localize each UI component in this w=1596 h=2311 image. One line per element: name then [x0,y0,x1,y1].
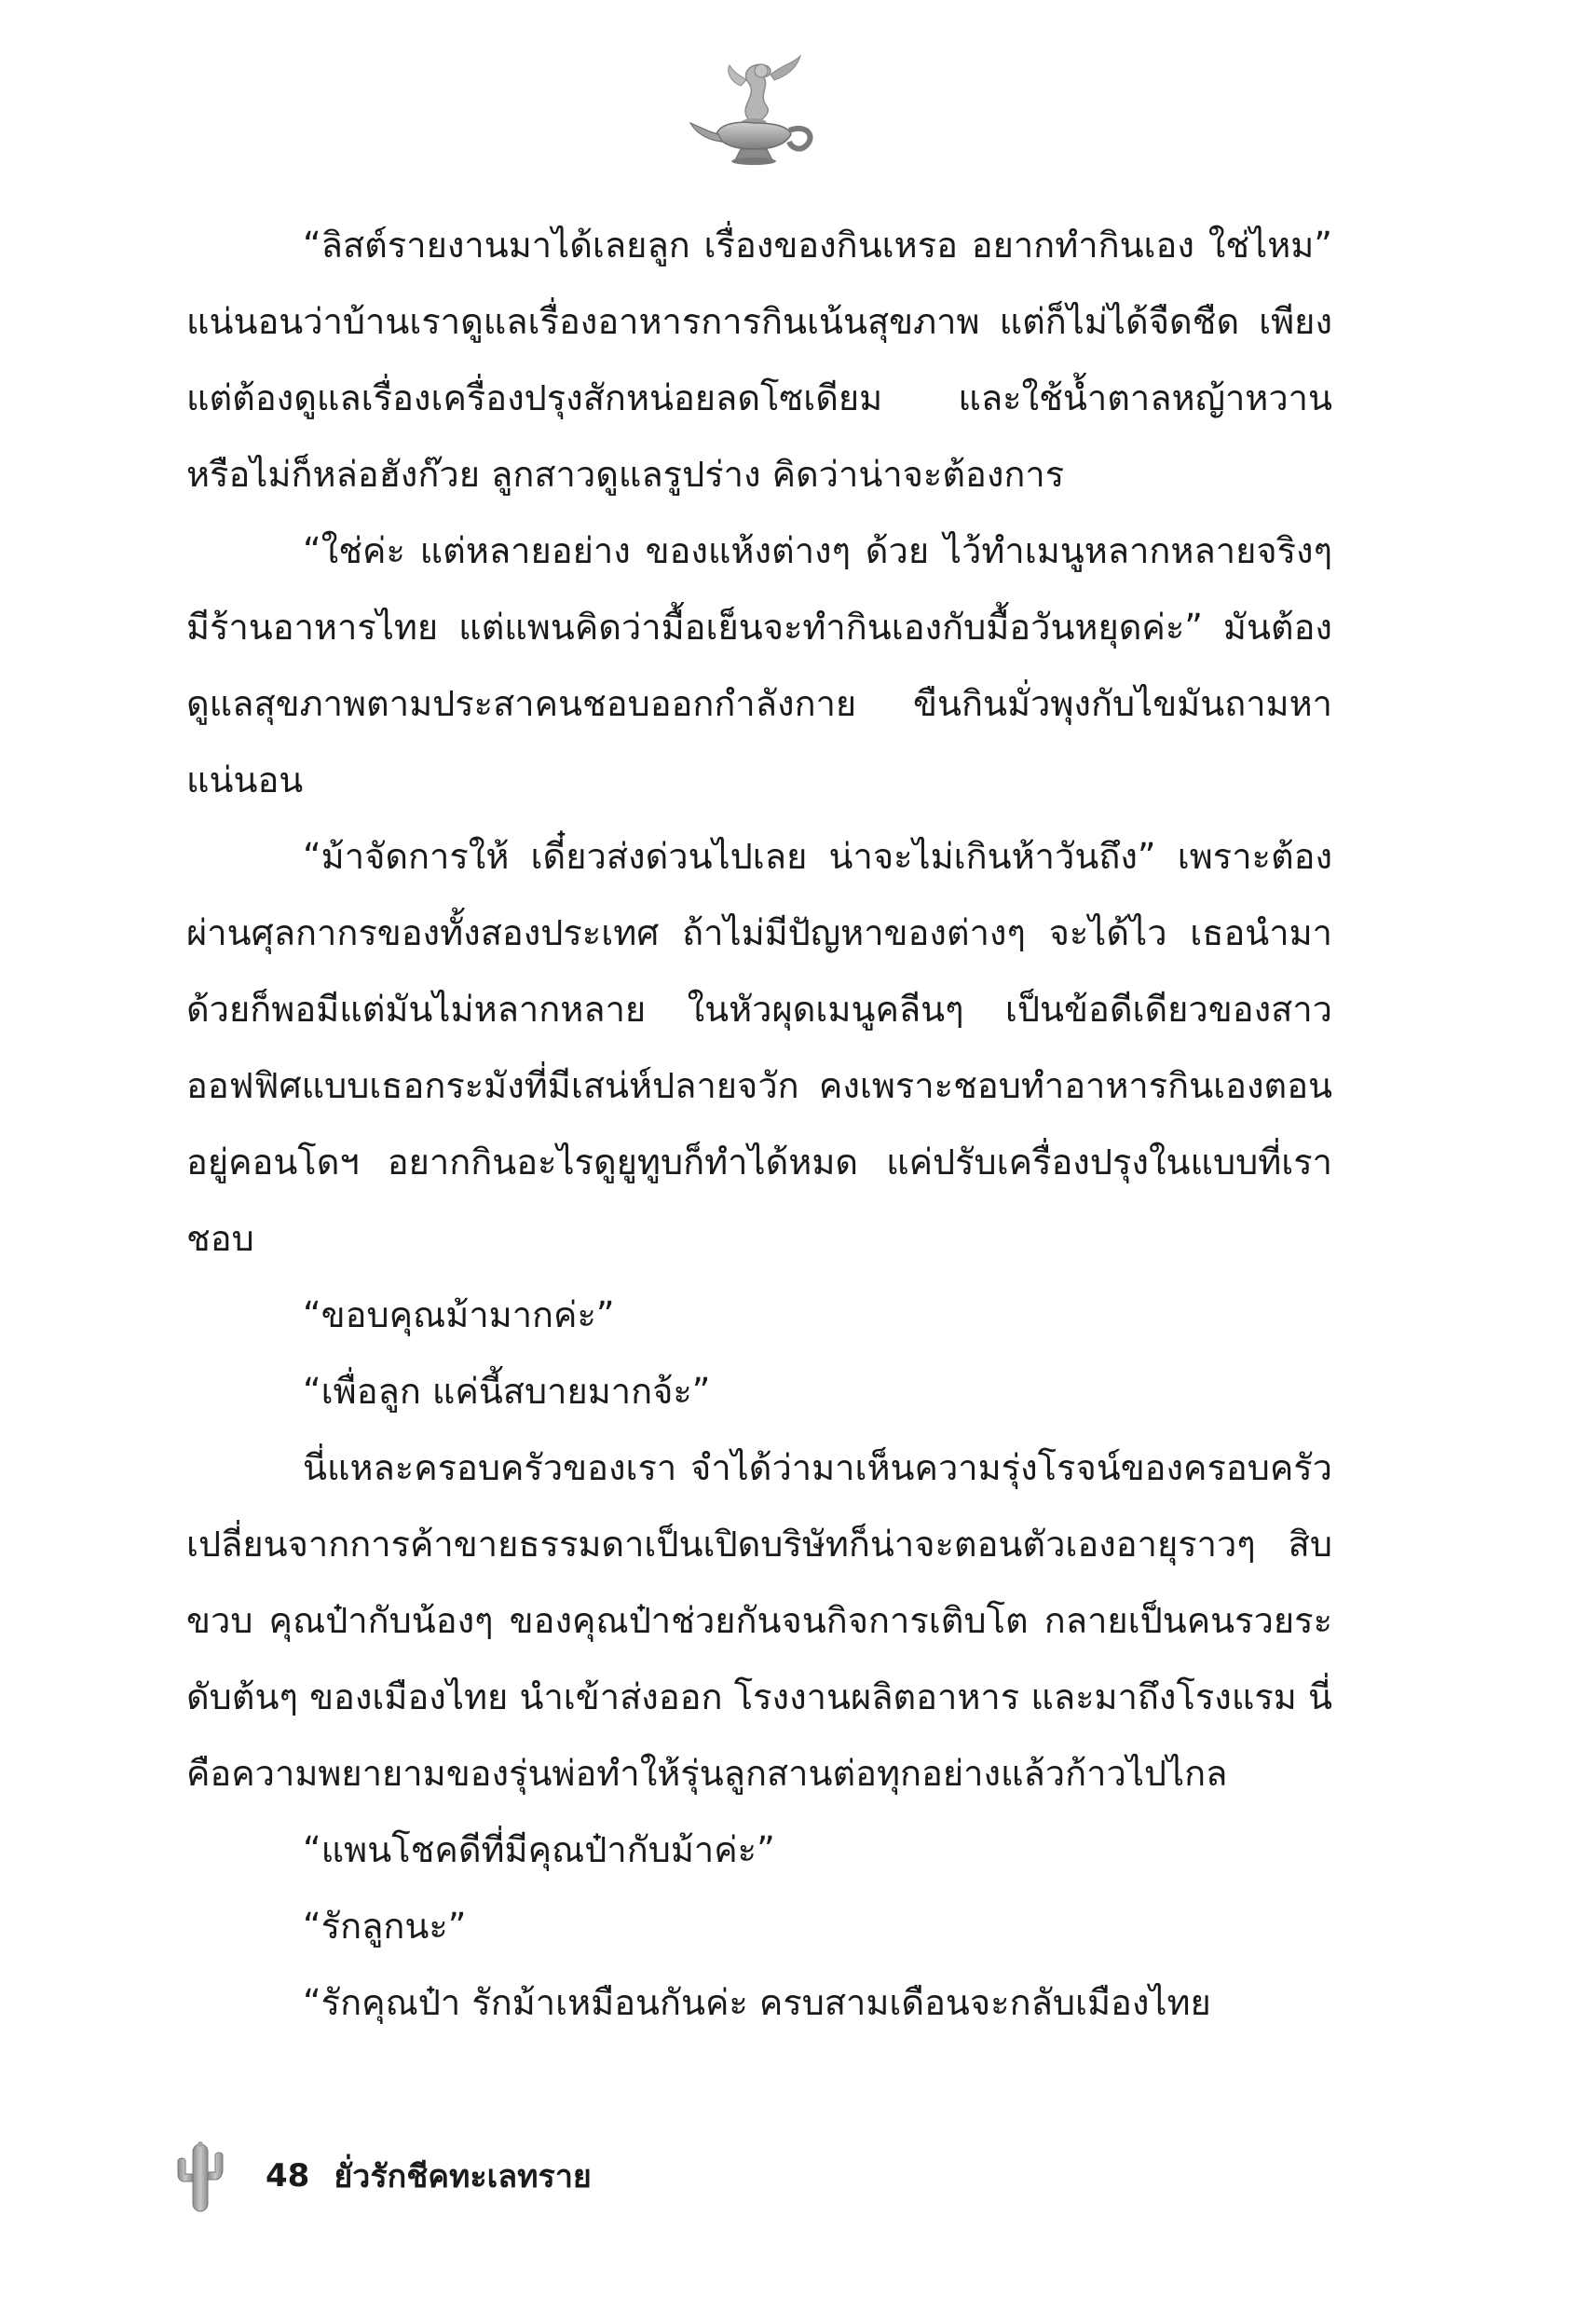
book-title: ยั่วรักชีคทะเลทราย [334,2158,592,2195]
page-number: 48 [266,2157,310,2195]
cactus-icon [172,2139,228,2213]
paragraph: “ลิสต์รายงานมาได้เลยลูก เรื่องของกินเหรอ อยากทำกินเอง ใช่ไหม” แน่นอนว่าบ้านเราดูแลเรื่องอาหารการกินเน้นสุขภาพ แต่ก็ไม่ได้จืดชืด เพียงแต่ต้องดูแลเรื่องเครื่องปรุงสักหน่อยลดโซเดียม และใช้น้ำตาลหญ้าหวาน หรือไม่ก็หล่อฮังก๊วย ลูกสาวดูแลรูปร่าง คิดว่าน่าจะต้องการ [186,225,1332,495]
paragraph: นี่แหละครอบครัวของเรา จำได้ว่ามาเห็นความรุ่งโรจน์ของครอบครัวเปลี่ยนจากการค้าขายธรรมดาเป็นเปิดบริษัทก็น่าจะตอนตัวเองอายุราวๆ สิบขวบ คุณป๋ากับน้องๆ ของคุณป๋าช่วยกันจนกิจการเติบโต กลายเป็นคนรวยระดับต้นๆ ของเมืองไทย นำเข้าส่งออก โรงงานผลิตอาหาร และมาถึงโรงแรม นี่คือความพยายามของรุ่นพ่อทำให้รุ่นลูกสานต่อทุกอย่างแล้วก้าวไปไกล [186,1447,1332,1794]
paragraph: “ม้าจัดการให้ เดี๋ยวส่งด่วนไปเลย น่าจะไม่เกินห้าวันถึง” เพราะต้องผ่านศุลกากรของทั้งสองประเทศ ถ้าไม่มีปัญหาของต่างๆ จะได้ไว เธอนำมาด้วยก็พอมีแต่มันไม่หลากหลาย ในหัวผุดเมนูคลีนๆ เป็นข้อดีเดียวของสาวออฟฟิศแบบเธอกระมังที่มีเสน่ห์ปลายจวัก คงเพราะชอบทำอาหารกินเองตอนอยู่คอนโดฯ อยากกินอะไรดูยูทูบก็ทำได้หมด แค่ปรับเครื่องปรุงในแบบที่เราชอบ [186,836,1332,1259]
page-footer [172,2143,592,2208]
genie-lamp-icon [685,48,825,170]
paragraph: “เพื่อลูก แค่นี้สบายมากจ้ะ” [303,1371,711,1412]
paragraph: “รักลูกนะ” [303,1906,467,1947]
paragraph: “แพนโชคดีที่มีคุณป๋ากับม้าค่ะ” [303,1829,775,1870]
paragraph: “ขอบคุณม้ามากค่ะ” [303,1294,615,1335]
paragraph: “รักคุณป๋า รักม้าเหมือนกันค่ะ ครบสามเดือนจะกลับเมืองไทย [303,1982,1211,2023]
body-text [186,207,1332,2041]
paragraph: “ใช่ค่ะ แต่หลายอย่าง ของแห้งต่างๆ ด้วย ไว้ทำเมนูหลากหลายจริงๆ มีร้านอาหารไทย แต่แพนคิดว่ามื้อเย็นจะทำกินเองกับมื้อวันหยุดค่ะ” มันต้องดูแลสุขภาพตามประสาคนชอบออกกำลังกาย ขืนกินมั่วพุงกับไขมันถามหาแน่นอน [186,530,1332,800]
